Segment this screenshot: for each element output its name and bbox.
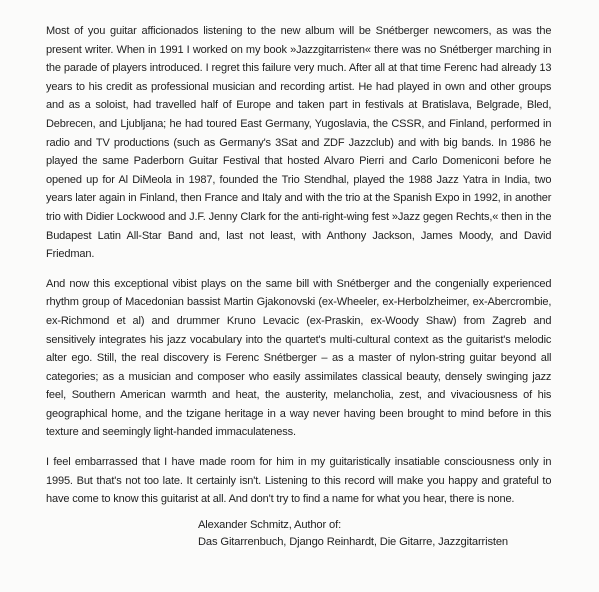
- paragraph-1: Most of you guitar afficionados listening to the new album will be Snétberger newcomers, as was the present writer. When in 1991 I worked on my book »Jazzgitarristen« there was no Snétberger marching in the parade of players introduced. I regret this failure very much. After all at that time Ferenc had already 13 years to his credit as professional musician and recording artist. He had played in own and other groups and as a soloist, had travelled half of Europe and taken part in festivals at Bratislava, Belgrade, Bled, Debrecen, and Ljubljana; he had toured East Germany, Yugoslavia, the CSSR, and Finland, performed in radio and TV productions (such as Germany's 3Sat and ZDF Jazzclub) and with big bands. In 1986 he played the same Paderborn Guitar Festival that hosted Alvaro Pierri and Carlo Domeniconi before he opened up for Al DiMeola in 1987, founded the Trio Stendhal, played the 1988 Jazz Yatra in India, two years later again in Finland, then France and Italy and with the trio at the Spanish Expo in 1992, in another trio with Didier Lockwood and J.F. Jenny Clark for the anti-right-wing fest »Jazz gegen Rechts,« then in the Budapest Latin All-Star Band and, last not least, with Anthony Jackson, James Moody, and David Friedman.: [46, 25, 552, 261]
- paragraph-2: And now this exceptional vibist plays on the same bill with Snétberger and the congenially experienced rhythm group of Macedonian bassist Martin Gjakonovski (ex-Wheeler, ex-Herbolzheimer, ex-Abercrombie, ex-Richmond et al) and drummer Kruno Levacic (ex-Praskin, ex-Woody Shaw) from Zagreb and sensitively integrates his jazz vocabulary into the quartet's multi-cultural context as the guitarist's melodic alter ego. Still, the real discovery is Ferenc Snétberger – as a master of nylon-string guitar beyond all categories; as a musician and composer who easily assimilates classical beauty, densely swinging jazz feel, Southern American warmth and heat, the austerity, melancholia, zest, and vivaciousness of his geographical home, and the tzigane heritage in a way never having been brought to mind before in this texture and seemingly light-handed immaculateness.: [46, 277, 552, 439]
- signature-block: [198, 517, 559, 552]
- signature-author: Alexander Schmitz, Author of:: [198, 518, 342, 531]
- signature-books: Das Gitarrenbuch, Django Reinhardt, Die Gitarre, Jazzgitarristen: [198, 536, 509, 549]
- paragraph-3: I feel embarrassed that I have made room for him in my guitaristically insatiable consciousness only in 1995. But that's not too late. It certainly isn't. Listening to this record will make you happy and grateful to have come to know this guitarist at all. And don't try to find a name for what you hear, there is none.: [46, 456, 552, 506]
